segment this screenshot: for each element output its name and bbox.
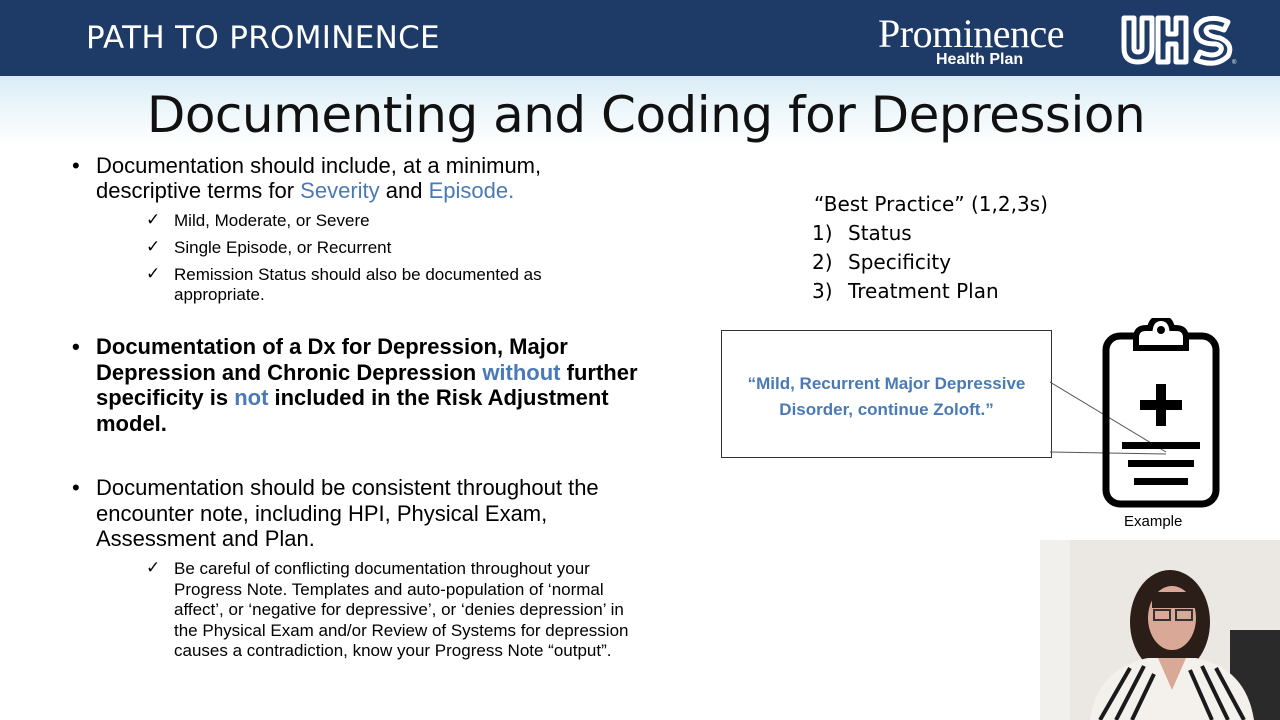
header-bar xyxy=(0,0,1280,76)
bullet-3-line3: Assessment and Plan. xyxy=(96,526,315,551)
item-number: 1) xyxy=(812,221,833,245)
sub-text: the Physical Exam and/or Review of Systems for depression xyxy=(174,620,629,640)
logo-subtitle: Health Plan xyxy=(936,51,1024,68)
bullet-2 xyxy=(72,334,638,436)
callout-line: “Mild, Recurrent Major Depressive xyxy=(747,374,1026,393)
example-label: Example xyxy=(1124,513,1183,530)
best-practice-item xyxy=(812,248,1048,277)
sub-text: Remission Status should also be documented as xyxy=(174,265,542,284)
check-icon: ✓ xyxy=(146,237,161,256)
callout-line: Disorder, continue Zoloft.” xyxy=(779,400,994,419)
check-icon: ✓ xyxy=(146,210,161,229)
bullet-2-text: Depression and Chronic Depression xyxy=(96,359,483,385)
best-practice xyxy=(814,190,1048,306)
episode-term: Episode. xyxy=(428,178,515,203)
presenter-video xyxy=(1040,540,1280,720)
sub-3-1 xyxy=(146,558,629,662)
bullet-3-line1: Documentation should be consistent throughout the xyxy=(96,475,599,500)
check-icon: ✓ xyxy=(146,558,161,577)
clipboard-icon xyxy=(1100,318,1222,510)
check-icon: ✓ xyxy=(146,264,161,283)
uhs-logo xyxy=(1120,14,1240,66)
sub-text: appropriate. xyxy=(174,285,265,304)
best-practice-item xyxy=(812,277,1048,306)
bullet-2-line4: model. xyxy=(96,410,167,436)
item-number: 3) xyxy=(812,279,833,303)
bullet-2-line3 xyxy=(96,385,638,411)
prominence-logo xyxy=(878,10,1098,70)
without-term: without xyxy=(482,359,561,385)
bullet-3-line2: encounter note, including HPI, Physical Exam, xyxy=(96,500,548,526)
bullet-1-and: and xyxy=(379,178,429,203)
item-text: Specificity xyxy=(848,250,952,274)
callout-box xyxy=(721,330,1052,458)
bullet-2-text: specificity is xyxy=(96,385,235,410)
bullet-dot: • xyxy=(72,153,80,178)
slide-title: Documenting and Coding for Depression xyxy=(146,86,1146,144)
sub-text: Mild, Moderate, or Severe xyxy=(174,211,370,230)
sub-text: causes a contradiction, know your Progress Note “output”. xyxy=(174,641,612,660)
bullet-2-text: further xyxy=(560,359,638,385)
bullet-1-line1: Documentation should include, at a minimum, xyxy=(96,153,542,178)
sub-text: affect’, or ‘negative for depressive’, or ‘denies depression’ in xyxy=(174,600,624,619)
best-practice-item xyxy=(812,219,1048,248)
logo-name: Prominence xyxy=(878,11,1065,56)
bullet-2-line1: Documentation of a Dx for Depression, Major xyxy=(96,334,568,359)
bullet-3 xyxy=(72,475,599,552)
bullet-1 xyxy=(72,153,542,203)
header-title: PATH TO PROMINENCE xyxy=(86,20,440,56)
sub-1-3 xyxy=(146,264,542,305)
item-text: Status xyxy=(848,221,912,245)
sub-1-2 xyxy=(146,237,392,258)
not-term: not xyxy=(234,385,269,410)
bullet-1-text: descriptive terms for xyxy=(96,178,301,203)
bullet-2-line2 xyxy=(96,360,638,386)
item-text: Treatment Plan xyxy=(848,279,999,303)
sub-text: Progress Note. Templates and auto-population of ‘normal xyxy=(174,579,604,599)
callout-quote xyxy=(722,371,1051,423)
presenter-image xyxy=(1040,540,1280,720)
bullet-2-text: included in the Risk Adjustment xyxy=(268,385,609,410)
best-practice-heading: “Best Practice” (1,2,3s) xyxy=(814,192,1048,216)
bullet-dot: • xyxy=(72,475,80,500)
severity-term: Severity xyxy=(300,178,380,203)
sub-text: Single Episode, or Recurrent xyxy=(174,238,392,257)
sub-text: Be careful of conflicting documentation throughout your xyxy=(174,559,590,578)
sub-1-1 xyxy=(146,210,370,231)
item-number: 2) xyxy=(812,250,833,274)
svg-text:®: ® xyxy=(1232,60,1237,66)
bullet-1-line2 xyxy=(96,178,541,203)
bullet-dot: • xyxy=(72,334,80,359)
